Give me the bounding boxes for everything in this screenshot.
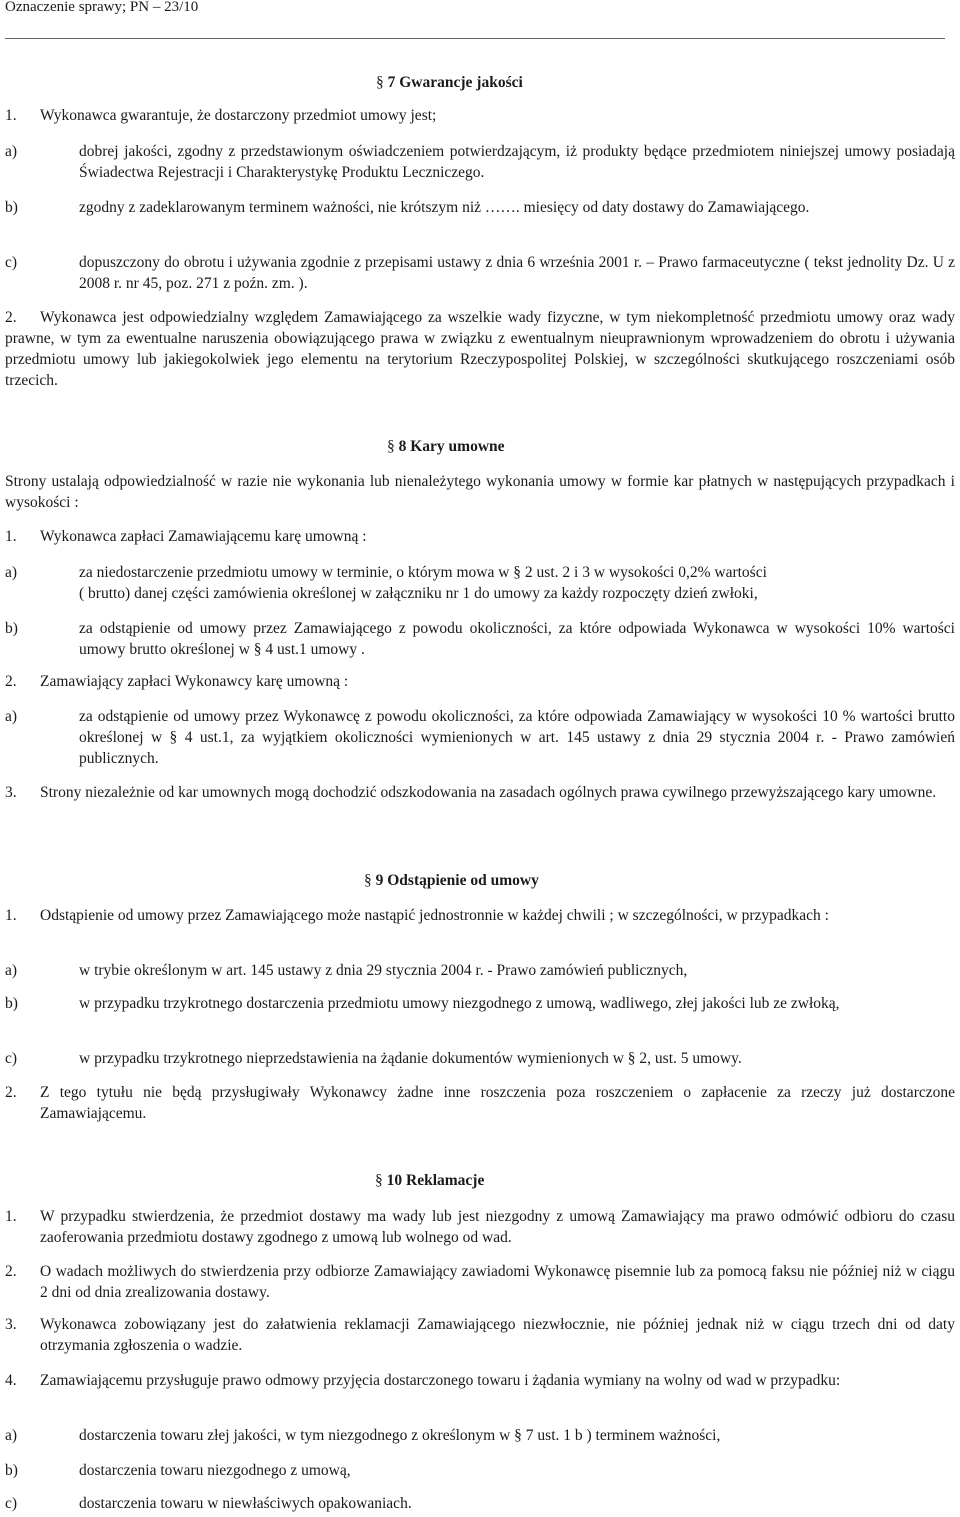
item-label: c) (5, 254, 18, 271)
section-symbol: § (364, 872, 372, 889)
section-intro: Strony ustalają odpowiedzialność w razie nie wykonania lub nienależytego wykonania umowy w formie kar płatnych w następujących przypadkach i wysokości : (5, 473, 955, 511)
list-item-text: w przypadku trzykrotnego dostarczenia przedmiotu umowy niezgodnego z umową, wadliwego, złej jakości lub ze zwłoką, (79, 995, 840, 1012)
item-number: 1. (5, 1208, 17, 1225)
paragraph-text: O wadach możliwych do stwierdzenia przy odbiorze Zamawiający zawiadomi Wykonawcę pisemnie lub za pomocą faksu nie później niż w ciągu 2 dni od dnia zrealizowania dostawy. (40, 1263, 955, 1301)
section-title: 7 Gwarancje jakości (387, 74, 523, 91)
item-number: 2. (5, 1263, 17, 1280)
list-item-text: ( brutto) danej części zamówienia określonej w załączniku nr 1 do umowy za każdy rozpoczęty dzień zwłoki, (79, 585, 758, 602)
paragraph-text: Wykonawca jest odpowiedzialny względem Zamawiającego za wszelkie wady fizyczne, w tym niekompletność przedmiotu umowy oraz wady prawne, w tym za ewentualne naruszenia obowiązującego prawa w związku z ewentualnym nieuprawnionym wprowadzeniem do obrotu i używania przedmiotu umowy lub jakiegokolwiek jego elementu na terytorium Rzeczypospolitej Polskiej, w szczególności skutkującego roszczeniami osób trzecich. (5, 309, 955, 389)
paragraph-text: Zamawiający zapłaci Wykonawcy karę umowną : (40, 673, 349, 690)
item-number: 3. (5, 1316, 17, 1333)
header-divider (5, 38, 945, 39)
list-item-text: w przypadku trzykrotnego nieprzedstawienia na żądanie dokumentów wymienionych w § 2, ust. 5 umowy. (79, 1050, 742, 1067)
list-item-text: za niedostarczenie przedmiotu umowy w terminie, o którym mowa w § 2 ust. 2 i 3 w wysokości 0,2% wartości (79, 564, 767, 581)
section-symbol: § (376, 74, 384, 91)
item-label: a) (5, 1427, 18, 1444)
item-number: 1. (5, 107, 17, 124)
section-title: 8 Kary umowne (398, 438, 505, 455)
section-8-heading (387, 436, 505, 457)
item-label: a) (5, 564, 18, 581)
list-item-text: za odstąpienie od umowy przez Zamawiającego z powodu okoliczności, za które odpowiada Wykonawca w wysokości 10% wartości umowy brutto określonej w § 4 ust.1 umowy . (79, 620, 955, 658)
paragraph-text: Strony niezależnie od kar umownych mogą dochodzić odszkodowania na zasadach ogólnych prawa cywilnego przewyższającego kary umowne. (40, 784, 937, 801)
item-label: a) (5, 143, 18, 160)
section-10-heading (375, 1170, 484, 1191)
paragraph-text: Z tego tytułu nie będą przysługiwały Wykonawcy żadne inne roszczenia poza roszczeniem o zapłacenie za rzeczy już dostarczone Zamawiającemu. (40, 1084, 955, 1122)
list-item-text: dopuszczony do obrotu i używania zgodnie z przepisami ustawy z dnia 6 września 2001 r. – Prawo farmaceutyczne ( tekst jednolity Dz. U z 2008 r. nr 45, poz. 271 z poźn. zm. ). (79, 254, 955, 292)
list-item-text: dostarczenia towaru niezgodnego z umową, (79, 1462, 351, 1479)
item-label: a) (5, 962, 18, 979)
item-number: 1. (5, 907, 17, 924)
section-title: 9 Odstąpienie od umowy (375, 872, 539, 889)
section-symbol: § (375, 1172, 383, 1189)
item-label: b) (5, 995, 18, 1012)
paragraph-text: W przypadku stwierdzenia, że przedmiot dostawy ma wady lub jest niezgodny z umową Zamawiający ma prawo odmówić odbioru do czasu zaoferowania przedmiotu dostawy zgodnego z umową lub wolnego od wad. (40, 1208, 955, 1246)
paragraph-text: Wykonawca zobowiązany jest do załatwienia reklamacji Zamawiającego niezwłocznie, nie później jednak niż w ciągu trzech dni od daty otrzymania zgłoszenia o wadzie. (40, 1316, 955, 1354)
case-reference: Oznaczenie sprawy; PN – 23/10 (5, 0, 199, 15)
item-label: b) (5, 620, 18, 637)
item-number: 1. (5, 528, 17, 545)
item-label: c) (5, 1495, 18, 1512)
item-label: a) (5, 708, 18, 725)
item-number: 2. (5, 1084, 17, 1101)
list-item-text: dostarczenia towaru złej jakości, w tym niezgodnego z określonym w § 7 ust. 1 b ) terminem ważności, (79, 1427, 721, 1444)
section-symbol: § (387, 438, 395, 455)
section-title: 10 Reklamacje (386, 1172, 485, 1189)
paragraph-text: Odstąpienie od umowy przez Zamawiającego może nastąpić jednostronnie w każdej chwili ; w szczególności, w przypadkach : (40, 907, 829, 924)
paragraph-text: Wykonawca zapłaci Zamawiającemu karę umowną : (40, 528, 367, 545)
item-number: 3. (5, 784, 17, 801)
list-item-text: za odstąpienie od umowy przez Wykonawcę z powodu okoliczności, za które odpowiada Zamawiający w wysokości 10 % wartości brutto określonej w § 4 ust.1, za wyjątkiem okoliczności wymienionych w art. 145 ustawy z dnia 29 stycznia 2004 r. - Prawo zamówień publicznych. (79, 708, 955, 767)
item-label: b) (5, 199, 18, 216)
item-label: c) (5, 1050, 18, 1067)
item-number: 4. (5, 1372, 17, 1389)
item-number: 2. (5, 309, 17, 326)
paragraph-text: Wykonawca gwarantuje, że dostarczony przedmiot umowy jest; (40, 107, 437, 124)
section-7-heading (376, 72, 523, 93)
list-item-text: dostarczenia towaru w niewłaściwych opakowaniach. (79, 1495, 412, 1512)
item-label: b) (5, 1462, 18, 1479)
item-number: 2. (5, 673, 17, 690)
list-item-text: dobrej jakości, zgodny z przedstawionym oświadczeniem potwierdzającym, iż produkty będące przedmiotem niniejszej umowy posiadają Świadectwa Rejestracji i Charakterystykę Produktu Leczniczego. (79, 143, 955, 181)
list-item-text: zgodny z zadeklarowanym terminem ważności, nie krótszym niż ……. miesięcy od daty dostawy do Zamawiającego. (79, 199, 810, 216)
section-9-heading (364, 870, 539, 891)
list-item-text: w trybie określonym w art. 145 ustawy z dnia 29 stycznia 2004 r. - Prawo zamówień publicznych, (79, 962, 688, 979)
paragraph-text: Zamawiającemu przysługuje prawo odmowy przyjęcia dostarczonego towaru i żądania wymiany na wolny od wad w przypadku: (40, 1372, 841, 1389)
